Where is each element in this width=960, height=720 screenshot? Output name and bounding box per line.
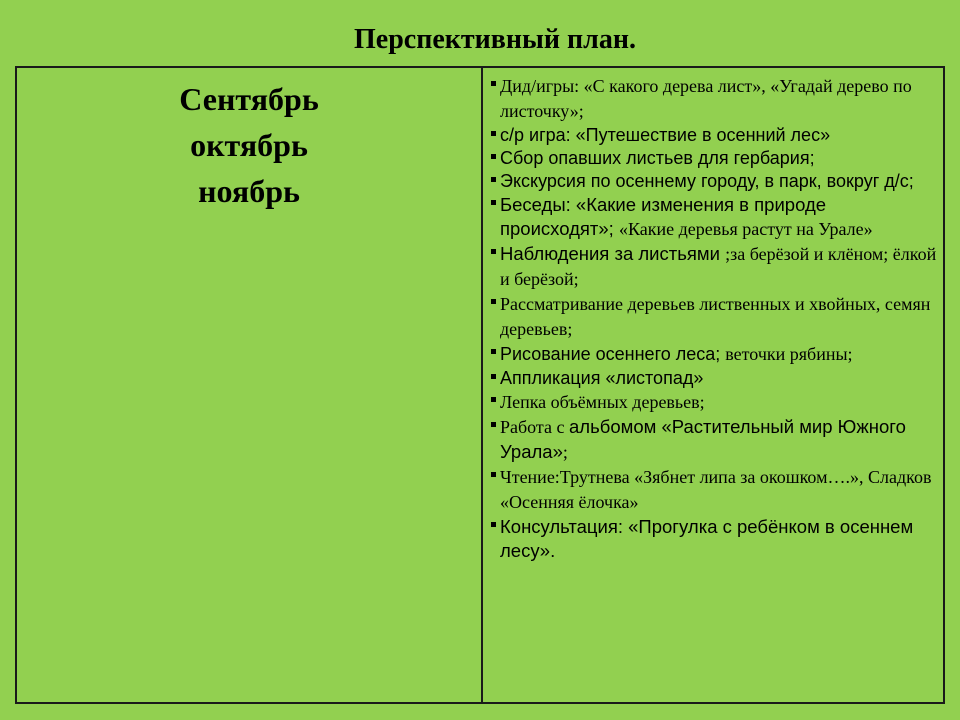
activity-item (491, 124, 941, 147)
page-title: Перспективный план. (353, 24, 636, 55)
activity-item (491, 193, 941, 242)
month-september: Сентябрь (179, 81, 319, 117)
activity-item (491, 170, 941, 193)
activity-text: Лепка объёмных деревьев; (500, 392, 705, 412)
activity-text: с/р игра: «Путешествие в осенний лес» (500, 125, 831, 145)
activity-text: Экскурсия по осеннему городу, в парк, вокруг д/с; (500, 171, 914, 191)
activity-text: Чтение:Трутнева «Зябнет липа за окошком….», Сладков «Осенняя ёлочка» (500, 467, 932, 512)
activity-item (491, 292, 941, 342)
activity-text: Консультация: «Прогулка с ребёнком в осеннем лесу». (500, 516, 914, 561)
activity-item (491, 147, 941, 170)
activity-text: Рассматривание деревьев лиственных и хвойных, семян деревьев; (500, 294, 931, 339)
activity-text: Дид/игры: «С какого дерева лист», «Угадай дерево по листочку»; (500, 76, 912, 121)
activity-text: Аппликация «листопад» (500, 368, 704, 388)
column-divider (481, 68, 483, 702)
activity-item (491, 74, 941, 124)
activity-item (491, 415, 941, 465)
activity-item (491, 242, 941, 292)
activities-list (491, 74, 941, 563)
activity-text: Рисование осеннего леса; (500, 344, 726, 364)
months-cell (17, 76, 481, 214)
activity-text: ; (562, 442, 568, 462)
activity-item (491, 390, 941, 415)
activity-text: веточки рябины; (725, 344, 853, 364)
activity-item (491, 367, 941, 390)
month-november: ноябрь (198, 173, 300, 209)
activity-text: ;за берёзой и клёном; ёлкой и берёзой; (500, 244, 937, 289)
plan-table (15, 66, 945, 704)
activity-item (491, 465, 941, 515)
activity-item (491, 342, 941, 367)
activity-text: Беседы: «Какие изменения в природе происходят»; (500, 194, 827, 239)
activity-item (491, 515, 941, 563)
month-october: октябрь (190, 127, 308, 163)
activity-text: «Какие деревья растут на Урале» (618, 219, 873, 239)
activity-text: Сбор опавших листьев для гербария; (500, 148, 815, 168)
activity-text: альбомом «Растительный мир Южного Урала» (500, 416, 906, 462)
activity-text: Работа с (500, 417, 569, 437)
activity-text: Наблюдения за листьями (500, 243, 726, 264)
